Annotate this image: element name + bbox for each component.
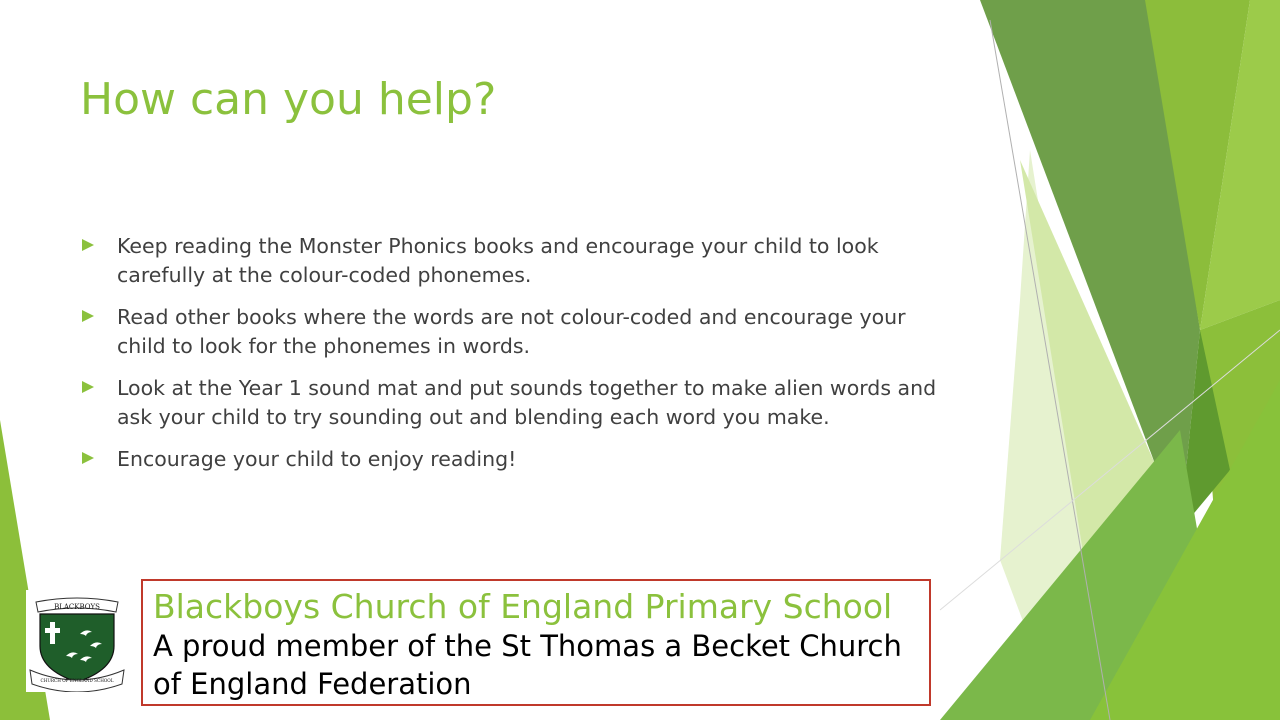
school-tagline: A proud member of the St Thomas a Becket Church of England Federation	[153, 629, 902, 701]
school-name: Blackboys Church of England Primary School	[153, 587, 893, 626]
logo-motto: CHURCH OF ENGLAND SCHOOL	[40, 678, 114, 683]
bullet-text: Read other books where the words are not colour-coded and encourage your child to look for the phonemes in words.	[117, 305, 906, 358]
school-logo	[26, 590, 128, 692]
list-item	[82, 303, 952, 361]
bullet-text: Encourage your child to enjoy reading!	[117, 447, 517, 471]
bullet-arrow-icon	[82, 381, 94, 393]
school-info-box	[141, 579, 931, 706]
bullet-arrow-icon	[82, 239, 94, 251]
list-item	[82, 232, 952, 290]
bullet-text: Keep reading the Monster Phonics books and encourage your child to look carefully at the colour-coded phonemes.	[117, 234, 879, 287]
list-item	[82, 374, 952, 432]
bullet-text: Look at the Year 1 sound mat and put sounds together to make alien words and ask your child to try sounding out and blending each word you make.	[117, 376, 937, 429]
logo-name: BLACKBOYS	[54, 603, 100, 611]
bullet-arrow-icon	[82, 452, 94, 464]
bullet-arrow-icon	[82, 310, 94, 322]
list-item	[82, 445, 952, 474]
page-title: How can you help?	[80, 74, 497, 125]
bullet-list	[82, 232, 952, 487]
